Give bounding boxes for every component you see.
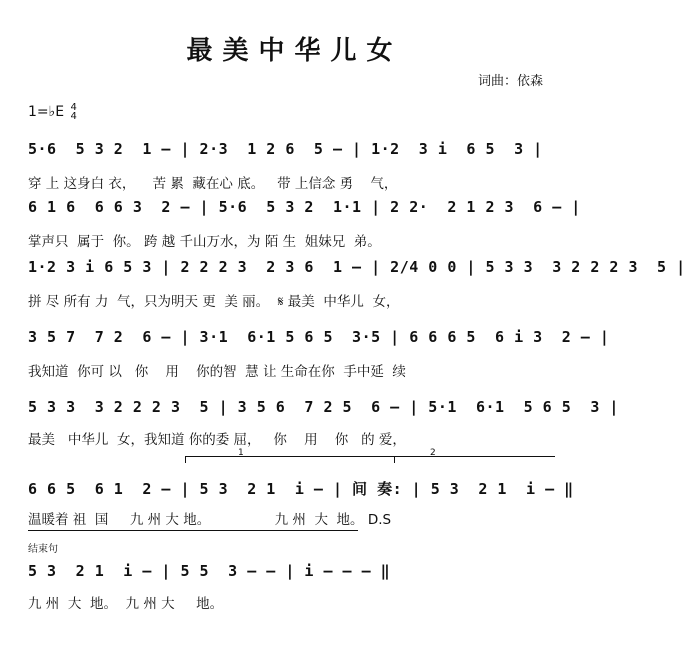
lyrics-line-5: 最美 中华儿 女，我知道 你的委 屈， 你 用 你 的 爱， — [28, 432, 406, 448]
lyrics-line-7: 九 州 大 地。 九 州 大 地。 — [28, 596, 224, 612]
volta-bracket-1 — [185, 456, 412, 463]
notation-line-6: 6 6 5 6 1 2 – | 5 3 2 1 i – | 间 奏: | 5 3 2 1 i – ‖ — [28, 480, 574, 498]
time-signature — [71, 103, 77, 121]
lyrics-line-2: 掌声只 属于 你。 跨 越 千山万水，为 陌 生 姐妹兄 弟。 — [28, 234, 381, 250]
song-title: 最美中华儿女 — [186, 36, 403, 66]
lyrics-line-4: 我知道 你可 以 你 用 你的智 慧 让 生命在你 手中延 续 — [28, 364, 406, 380]
notation-line-7: 5 3 2 1 i – | 5 5 3 – – | i – – – ‖ — [28, 562, 391, 580]
notation-line-1: 5·6 5 3 2 1 – | 2·3 1 2 6 5 – | 1·2 3 i 6 5 3 | — [28, 140, 543, 158]
key-signature — [28, 103, 77, 121]
volta-number-2: 2 — [430, 448, 436, 458]
notation-line-4: 3 5 7 7 2 6 – | 3·1 6·1 5 6 5 3·5 | 6 6 6 5 6 i 3 2 – | — [28, 328, 610, 346]
ending-bracket — [28, 530, 358, 541]
time-den: 4 — [70, 111, 77, 122]
time-num: 4 — [70, 102, 77, 113]
volta-number-1: 1 — [238, 448, 244, 458]
notation-line-2: 6 1 6 6 6 3 2 – | 5·6 5 3 2 1·1 | 2 2· 2 1 2 3 6 – | — [28, 198, 581, 216]
notation-line-5: 5 3 3 3 2 2 2 3 5 | 3 5 6 7 2 5 6 – | 5·1 6·1 5 6 5 3 | — [28, 398, 619, 416]
credit-line: 词曲：依森 — [477, 74, 543, 89]
key-prefix: 1=♭E — [28, 104, 65, 120]
volta-bracket-2 — [394, 456, 555, 463]
lyrics-line-6: 温暖着 祖 国 九 州 大 地。 九 州 大 地。 D.S — [28, 512, 392, 528]
lyrics-line-1: 穿 上 这身白 衣， 苦 累 藏在心 底。 带 上信念 勇 气， — [28, 176, 398, 192]
notation-line-3: 1·2 3 i 6 5 3 | 2 2 2 3 2 3 6 1 – | 2/4 0 0 | 5 3 3 3 2 2 2 3 5 | — [28, 258, 686, 276]
ending-label: 结束句 — [28, 544, 58, 555]
lyrics-line-3: 拼 尽 所有 力 气，只为明天 更 美 丽。 𝄋 最美 中华儿 女， — [28, 294, 400, 310]
